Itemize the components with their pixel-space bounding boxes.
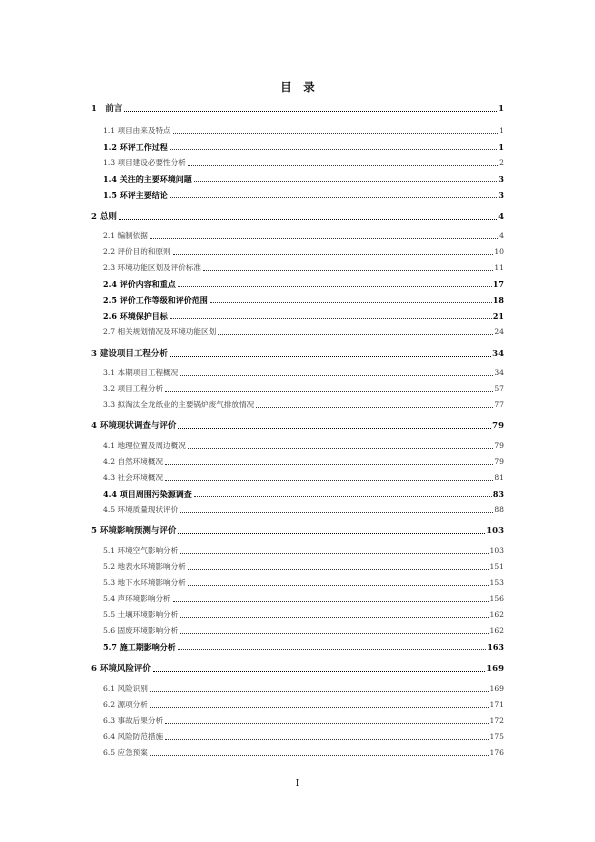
toc-entry-6[interactable] — [91, 660, 504, 674]
leader-dots — [178, 285, 492, 287]
toc-label: 1 前言 — [91, 104, 123, 114]
toc-label: 2.4 评价内容和重点 — [103, 279, 176, 289]
toc-page: 81 — [494, 473, 504, 482]
toc-label: 4.4 项目周围污染源调查 — [103, 489, 192, 499]
leader-dots — [165, 390, 493, 392]
toc-entry-2-6[interactable] — [103, 307, 504, 321]
toc-label: 6.1 风险识别 — [103, 684, 148, 693]
leader-dots — [256, 406, 493, 408]
toc-page: 162 — [489, 610, 504, 619]
toc-page: 163 — [487, 642, 504, 652]
toc-page: 103 — [486, 526, 504, 536]
leader-dots — [165, 738, 488, 740]
toc-entry-5[interactable] — [91, 522, 504, 536]
leader-dots — [150, 237, 498, 239]
toc-page: 79 — [494, 441, 504, 450]
toc-entry-5-6[interactable] — [103, 622, 504, 636]
toc-entry-2-1[interactable] — [103, 227, 504, 241]
toc-label: 6.3 事故后果分析 — [103, 716, 164, 725]
leader-dots — [170, 317, 492, 319]
leader-dots — [173, 600, 489, 602]
toc-label: 2.5 评价工作等级和评价范围 — [103, 295, 208, 305]
toc-label: 2.6 环境保护目标 — [103, 311, 168, 321]
toc-entry-5-2[interactable] — [103, 558, 504, 572]
toc-label: 5.1 环境空气影响分析 — [103, 546, 179, 555]
toc-entry-2-5[interactable] — [103, 291, 504, 305]
leader-dots — [124, 110, 497, 112]
toc-label: 6.4 风险防范措施 — [103, 732, 164, 741]
toc-entry-6-1[interactable] — [103, 680, 504, 694]
leader-dots — [178, 427, 491, 429]
toc-page: 103 — [489, 546, 504, 555]
leader-dots — [170, 196, 498, 198]
toc-entry-3-3[interactable] — [103, 396, 504, 410]
toc-page: 10 — [494, 247, 504, 256]
toc-label: 4.3 社会环境概况 — [103, 473, 164, 482]
toc-label: 2.2 评价目的和原则 — [103, 247, 171, 256]
toc-entry-6-4[interactable] — [103, 728, 504, 742]
toc-label: 1.3 项目建设必要性分析 — [103, 158, 186, 167]
toc-entry-5-5[interactable] — [103, 606, 504, 620]
leader-dots — [165, 722, 488, 724]
leader-dots — [180, 632, 488, 634]
toc-page: 151 — [489, 562, 504, 571]
toc-label: 3.2 项目工程分析 — [103, 384, 164, 393]
leader-dots — [180, 511, 493, 513]
toc-page: 18 — [492, 295, 504, 305]
toc-label: 1.2 环评工作过程 — [103, 142, 168, 152]
toc-page: 172 — [489, 716, 504, 725]
leader-dots — [173, 253, 494, 255]
toc-entry-5-4[interactable] — [103, 590, 504, 604]
leader-dots — [178, 532, 485, 534]
leader-dots — [194, 180, 498, 182]
toc-entry-5-1[interactable] — [103, 542, 504, 556]
toc-page: 79 — [494, 457, 504, 466]
toc-entry-5-7[interactable] — [103, 638, 504, 652]
toc-entry-1-4[interactable] — [103, 170, 504, 184]
toc-entry-5-3[interactable] — [103, 574, 504, 588]
toc-label: 2 总则 — [91, 212, 117, 222]
page-number: I — [295, 779, 300, 789]
toc-label: 6.5 应急预案 — [103, 748, 148, 757]
leader-dots — [188, 584, 489, 586]
toc-page: 4 — [499, 231, 504, 240]
toc-label: 4 环境现状调查与评价 — [91, 421, 177, 431]
toc-entry-6-5[interactable] — [103, 744, 504, 758]
toc-page: 24 — [494, 327, 504, 336]
leader-dots — [165, 479, 493, 481]
toc-entry-2-2[interactable] — [103, 243, 504, 257]
toc-label: 5.5 土壤环境影响分析 — [103, 610, 179, 619]
toc-page: 2 — [499, 158, 504, 167]
toc-page: 169 — [489, 684, 504, 693]
toc-label: 2.3 环境功能区划及评价标准 — [103, 263, 202, 272]
toc-entry-4[interactable] — [91, 417, 504, 431]
toc-page: 171 — [489, 700, 504, 709]
toc-entry-2-4[interactable] — [103, 275, 504, 289]
toc-page: 1 — [498, 104, 504, 114]
toc-label: 4.1 地理位置及周边概况 — [103, 441, 186, 450]
toc-entry-2-3[interactable] — [103, 259, 504, 273]
toc-page: 77 — [494, 400, 504, 409]
toc-page: 175 — [489, 732, 504, 741]
toc-label: 2.7 相关规划情况及环境功能区划 — [103, 327, 217, 336]
toc-label: 1.1 项目由来及特点 — [103, 126, 171, 135]
toc-label: 5.4 声环境影响分析 — [103, 594, 171, 603]
toc-entry-4-1[interactable] — [103, 437, 504, 451]
leader-dots — [150, 706, 489, 708]
toc-page: 83 — [492, 489, 504, 499]
toc-entry-2[interactable] — [91, 208, 504, 222]
toc-page: 17 — [492, 279, 504, 289]
toc-label: 5.3 地下水环境影响分析 — [103, 578, 186, 587]
toc-entry-6-2[interactable] — [103, 696, 504, 710]
toc-entry-1[interactable] — [91, 100, 504, 114]
leader-dots — [188, 447, 493, 449]
toc-page: 88 — [494, 505, 504, 514]
toc-label: 2.1 编制依据 — [103, 231, 148, 240]
toc-label: 3.3 拟淘汰全龙纸业的主要锅炉废气排放情况 — [103, 400, 255, 409]
toc-entry-3-2[interactable] — [103, 380, 504, 394]
leader-dots — [119, 218, 497, 220]
leader-dots — [178, 648, 487, 650]
leader-dots — [194, 495, 492, 497]
toc-page: 57 — [494, 384, 504, 393]
leader-dots — [170, 355, 491, 357]
toc-label: 1.5 环评主要结论 — [103, 190, 168, 200]
toc-page: 34 — [494, 368, 504, 377]
leader-dots — [153, 670, 485, 672]
toc-label: 5 环境影响预测与评价 — [91, 526, 177, 536]
page-title: 目 录 — [280, 80, 315, 94]
toc-page: 1 — [498, 142, 504, 152]
toc-label: 4.5 环境质量现状评价 — [103, 505, 179, 514]
toc-label: 1.4 关注的主要环境问题 — [103, 174, 192, 184]
toc-entry-1-3[interactable] — [103, 154, 504, 168]
toc-page: 11 — [494, 263, 504, 272]
toc-label: 3 建设项目工程分析 — [91, 349, 168, 359]
leader-dots — [188, 568, 489, 570]
leader-dots — [173, 132, 499, 134]
toc-page: 79 — [492, 421, 504, 431]
toc-entry-4-2[interactable] — [103, 453, 504, 467]
toc-entry-2-7[interactable] — [103, 323, 504, 337]
leader-dots — [180, 616, 488, 618]
toc-entry-4-3[interactable] — [103, 469, 504, 483]
toc-entry-3[interactable] — [91, 345, 504, 359]
toc-label: 5.2 地表水环境影响分析 — [103, 562, 186, 571]
toc-page: 153 — [489, 578, 504, 587]
toc-page: 21 — [492, 311, 504, 321]
toc-page: 176 — [489, 748, 504, 757]
toc-page: 4 — [498, 212, 504, 222]
toc-page: 162 — [489, 626, 504, 635]
leader-dots — [188, 164, 498, 166]
toc-label: 3.1 本期项目工程概况 — [103, 368, 179, 377]
leader-dots — [150, 754, 489, 756]
toc-page: 3 — [498, 190, 504, 200]
toc-entry-3-1[interactable] — [103, 364, 504, 378]
toc-page: 169 — [486, 664, 504, 674]
leader-dots — [203, 269, 493, 271]
leader-dots — [180, 552, 488, 554]
leader-dots — [150, 690, 489, 692]
toc-entry-4-4[interactable] — [103, 485, 504, 499]
toc-label: 6 环境风险评价 — [91, 664, 151, 674]
toc-label: 5.6 固废环境影响分析 — [103, 626, 179, 635]
toc-page: 1 — [499, 126, 504, 135]
toc-entry-1-5[interactable] — [103, 186, 504, 200]
leader-dots — [218, 333, 493, 335]
toc-entry-6-3[interactable] — [103, 712, 504, 726]
toc-page: 3 — [498, 174, 504, 184]
leader-dots — [180, 374, 493, 376]
leader-dots — [170, 148, 498, 150]
toc-page: 156 — [489, 594, 504, 603]
toc-label: 6.2 源项分析 — [103, 700, 148, 709]
leader-dots — [165, 463, 493, 465]
toc-entry-1-1[interactable] — [103, 122, 504, 136]
toc-entry-1-2[interactable] — [103, 138, 504, 152]
toc-page: 34 — [492, 349, 504, 359]
toc-entry-4-5[interactable] — [103, 501, 504, 515]
toc-label: 5.7 施工期影响分析 — [103, 642, 176, 652]
toc-label: 4.2 自然环境概况 — [103, 457, 164, 466]
leader-dots — [210, 301, 492, 303]
